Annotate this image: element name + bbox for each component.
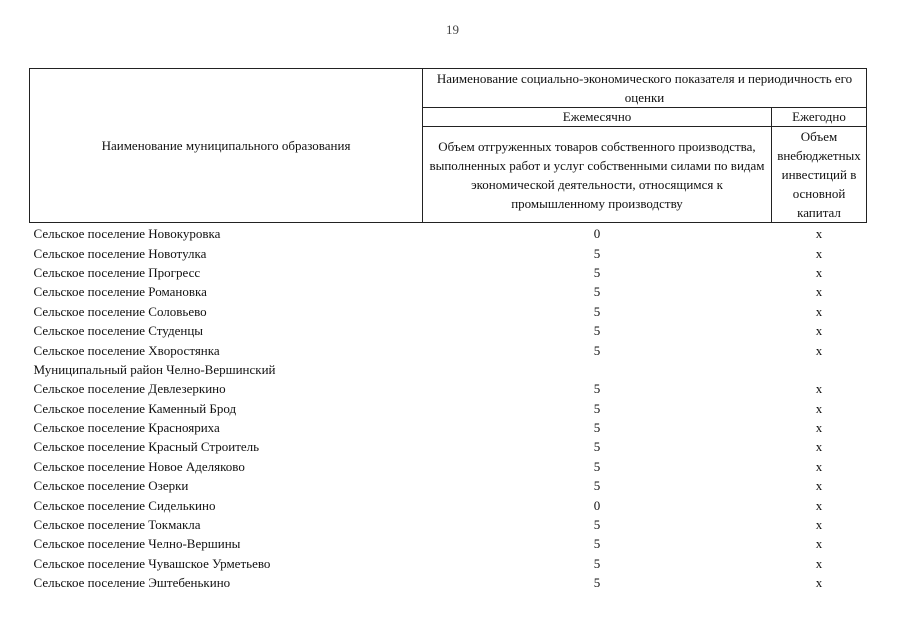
cell-municipality-name: Сельское поселение Чувашское Урметьево (33, 555, 271, 571)
cell-municipality-name: Сельское поселение Краснояриха (33, 420, 220, 436)
cell-monthly-value: 5 (593, 458, 601, 474)
table-row (30, 399, 867, 418)
cell-annual-value: х (815, 245, 823, 261)
cell-municipality-name: Сельское поселение Каменный Брод (33, 400, 237, 416)
header-annual-indicator: Объем внебюджетных инвестиций в основной капитал (772, 127, 867, 223)
cell-annual-value: х (815, 478, 823, 494)
cell-municipality-name: Муниципальный район Челно-Вершинский (33, 361, 276, 377)
table-row (30, 554, 867, 573)
cell-annual-value (772, 360, 867, 379)
cell-monthly-value: 5 (593, 439, 601, 455)
table-row (30, 515, 867, 534)
cell-monthly-value: 5 (593, 420, 601, 436)
table-row (30, 223, 867, 244)
table-row (30, 263, 867, 282)
cell-annual-value: х (815, 284, 823, 300)
cell-municipality-name: Сельское поселение Прогресс (33, 264, 201, 280)
cell-monthly-value: 0 (593, 226, 601, 242)
cell-municipality-name: Сельское поселение Эштебенькино (33, 575, 231, 591)
cell-annual-value: х (815, 575, 823, 591)
table-row (30, 340, 867, 359)
cell-monthly-value: 0 (593, 497, 601, 513)
cell-municipality-name: Сельское поселение Соловьево (33, 303, 207, 319)
cell-municipality-name: Сельское поселение Новокуровка (33, 226, 221, 242)
table-row (30, 476, 867, 495)
cell-annual-value: х (815, 497, 823, 513)
cell-monthly-value: 5 (593, 245, 601, 261)
cell-municipality-name: Сельское поселение Новое Аделяково (33, 458, 245, 474)
cell-municipality-name: Сельское поселение Сиделькино (33, 497, 216, 513)
cell-annual-value: х (815, 420, 823, 436)
cell-annual-value: х (815, 439, 823, 455)
table-header (30, 69, 867, 223)
cell-monthly-value (423, 360, 772, 379)
cell-annual-value: х (815, 264, 823, 280)
table-row (30, 437, 867, 456)
header-monthly: Ежемесячно (423, 108, 772, 127)
cell-municipality-name: Сельское поселение Красный Строитель (33, 439, 260, 455)
cell-monthly-value: 5 (593, 478, 601, 494)
table-row (30, 243, 867, 262)
cell-municipality-name: Сельское поселение Новотулка (33, 245, 207, 261)
cell-monthly-value: 5 (593, 264, 601, 280)
table-row (30, 534, 867, 553)
cell-monthly-value: 5 (593, 342, 601, 358)
table-row (30, 302, 867, 321)
cell-monthly-value: 5 (593, 517, 601, 533)
table-row (30, 495, 867, 514)
cell-municipality-name: Сельское поселение Хворостянка (33, 342, 220, 358)
table-body (30, 223, 867, 593)
table-row (30, 379, 867, 398)
cell-municipality-name: Сельское поселение Студенцы (33, 323, 204, 339)
cell-monthly-value: 5 (593, 381, 601, 397)
cell-monthly-value: 5 (593, 323, 601, 339)
table-row (30, 418, 867, 437)
header-monthly-indicator: Объем отгруженных товаров собственного производства, выполненных работ и услуг собственными силами по видам экономической деятельности, относящимся к промышленному производству (423, 127, 772, 223)
cell-annual-value: х (815, 458, 823, 474)
cell-annual-value: х (815, 323, 823, 339)
cell-municipality-name: Сельское поселение Озерки (33, 478, 189, 494)
table-row (30, 360, 867, 379)
cell-annual-value: х (815, 226, 823, 242)
page-number: 19 (446, 22, 459, 37)
cell-annual-value: х (815, 303, 823, 319)
table-row (30, 573, 867, 592)
cell-monthly-value: 5 (593, 536, 601, 552)
cell-municipality-name: Сельское поселение Токмакла (33, 517, 201, 533)
cell-monthly-value: 5 (593, 400, 601, 416)
cell-monthly-value: 5 (593, 284, 601, 300)
table-row (30, 282, 867, 301)
header-indicator-group: Наименование социально-экономического показателя и периодичность его оценки (423, 69, 867, 108)
cell-monthly-value: 5 (593, 575, 601, 591)
indicators-table (29, 68, 867, 592)
cell-annual-value: х (815, 555, 823, 571)
cell-municipality-name: Сельское поселение Челно-Вершины (33, 536, 241, 552)
cell-annual-value: х (815, 342, 823, 358)
table-row (30, 457, 867, 476)
cell-municipality-name: Сельское поселение Девлезеркино (33, 381, 226, 397)
cell-annual-value: х (815, 536, 823, 552)
cell-monthly-value: 5 (593, 555, 601, 571)
cell-municipality-name: Сельское поселение Романовка (33, 284, 207, 300)
header-municipality-name: Наименование муниципального образования (30, 69, 423, 223)
table-row (30, 321, 867, 340)
cell-annual-value: х (815, 517, 823, 533)
cell-annual-value: х (815, 400, 823, 416)
cell-annual-value: х (815, 381, 823, 397)
header-annually: Ежегодно (772, 108, 867, 127)
cell-monthly-value: 5 (593, 303, 601, 319)
